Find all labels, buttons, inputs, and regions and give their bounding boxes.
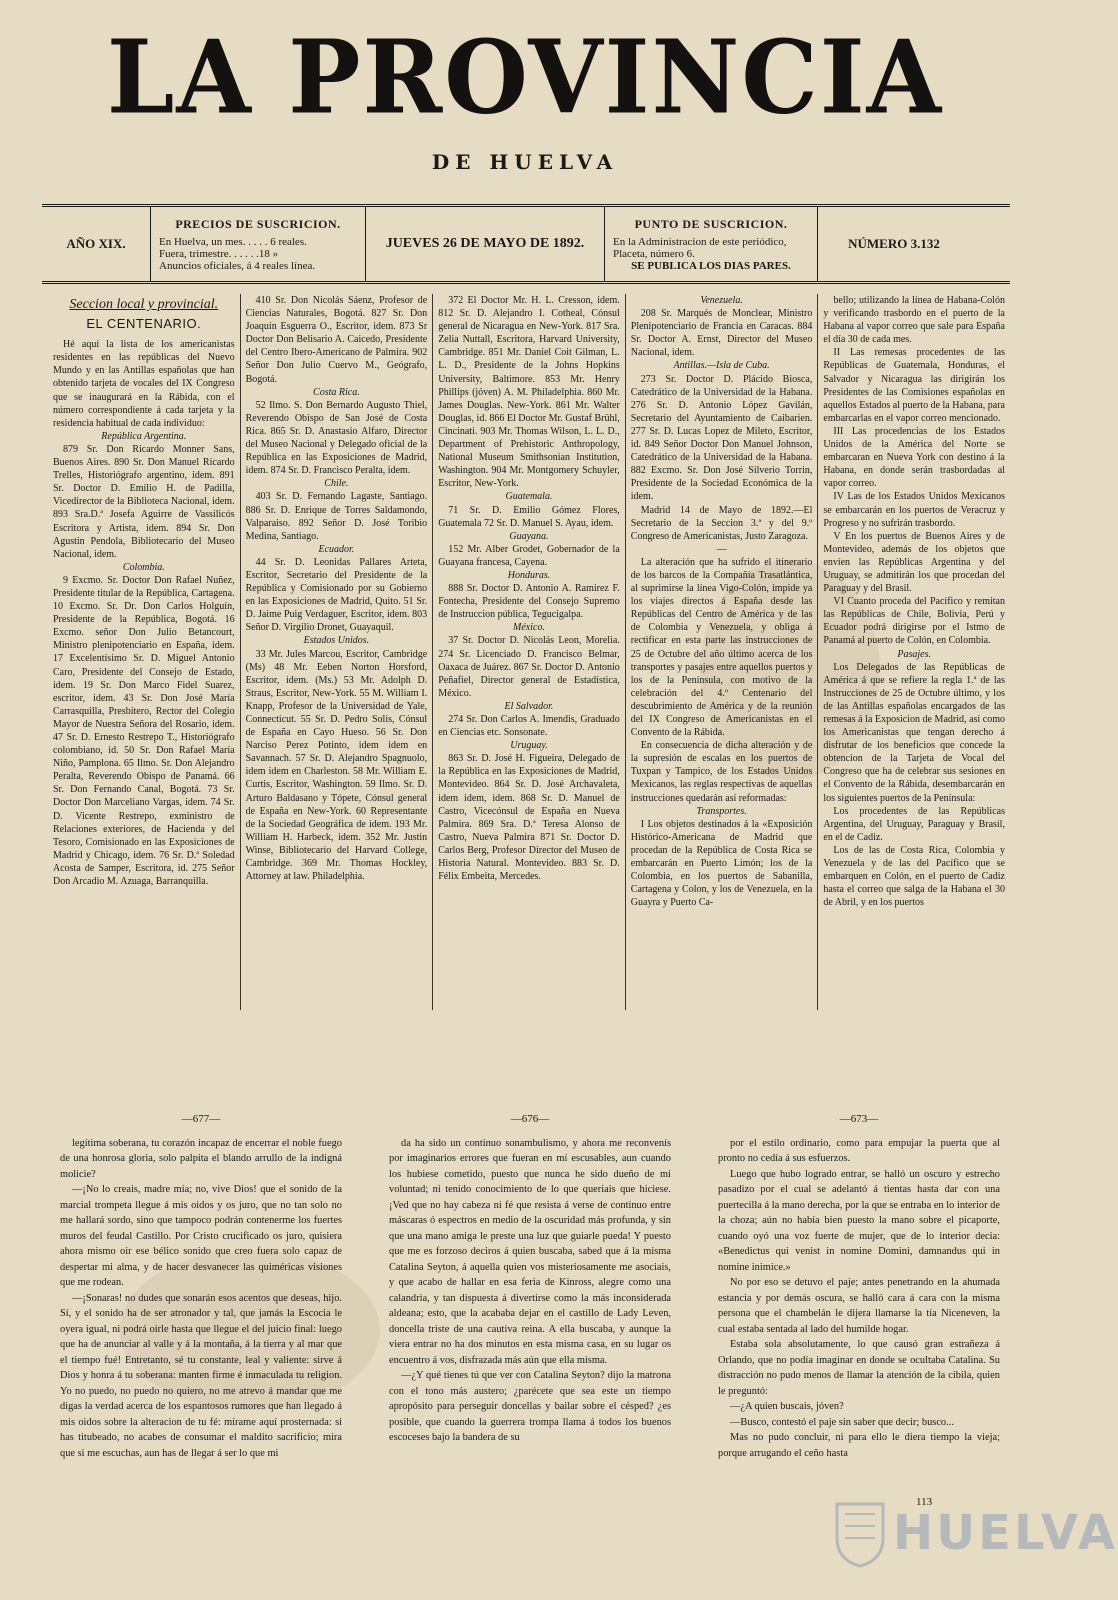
paragraph: 879 Sr. Don Ricardo Monner Sans, Buenos Aires. 890 Sr. Don Manuel Ricardo Trelles, Historiógrafo argentino, idem. 891 Sr. Doctor D. Emilio H. de Padilla, Vicedirector de la Biblioteca Nacional, idem. 893 Sra.D.ª Josefa Aguirre de Vassilicós Escritora y Artista, idem. 894 Sr. Don Agustin Pendola, Bibliotecario del Museo Nacional, idem. — [53, 443, 235, 560]
subheading: Venezuela. — [700, 295, 743, 306]
feuilleton-page-number: —673— — [839, 1113, 879, 1125]
watermark-text: HUELVA — [893, 1505, 1118, 1561]
column-1 — [48, 294, 241, 1010]
year-cell — [42, 207, 151, 281]
subheading: República Argentina. — [101, 430, 187, 442]
paragraph: 863 Sr. D. José H. Figueira, Delegado de la República en las Exposiciones de Madrid, Montevideo. 864 Sr. D. José Archavaleta, idem idem, idem. 868 Sr. D. Manuel de Castro, Vicecónsul de España en Nueva Palmira. 869 Sra. D.ª Teresa Alonso de Castro, Nueva Palmira 871 Sr. Doctor D. Carlos Berg, Profesor Director del Museo de Historia Natural. Montevideo. 883 Sr. D. Félix Embeita, Mercedes. — [438, 753, 620, 883]
subheading: Pasajes. — [897, 648, 931, 660]
separator: — — [716, 543, 727, 555]
info-bar — [42, 204, 1010, 284]
subheading: Ecuador. — [318, 543, 355, 555]
paragraph: 273 Sr. Doctor D. Plácido Biosca, Catedrático de la Universidad de la Habana. 276 Sr. D. Antonio López Gavilán, Secretario del Ayuntamiento de Caibarien. 277 Sr. D. Lucas Lopez de Mileto, Escritor, id. 849 Señor Doctor Don Manuel Johnson, Catedrático de la Universidad de la Habana. 882 Excmo. Sr. Don José Silverio Torrin, Presidente de la Sociedad Económica de la idem. — [630, 373, 813, 503]
subheading: Honduras. — [507, 569, 551, 581]
paragraph: No por eso se detuvo el paje; antes penetrando en la ahumada estancia y por demás oscura, se halló cara á cara con la misma persona que el chambelán le dijera llamarse la tía Niceneven, la cual estaba sentada al lado del humilde hogar. — [718, 1277, 1000, 1335]
news-columns — [48, 294, 1010, 1010]
feuilleton-page-number: —676— — [510, 1113, 550, 1125]
paragraph: 888 Sr. Doctor D. Antonio A. Ramirez F. Fontecha, Presidente del Consejo Supremo de Instruccion pública, Tegucigalpa. — [438, 583, 620, 621]
feuilleton-column — [718, 1112, 1000, 1532]
feuilleton-column — [60, 1112, 342, 1532]
paragraph: V En los puertos de Buenos Aires y de Montevideo, además de los objetos que envíen las Repúblicas Argentina y del Uruguay, se admitirán los que procedan del Paraguay y del Brasil. — [823, 530, 1005, 595]
section-title: Seccion local y provincial. — [69, 297, 219, 312]
paragraph: 37 Sr. Doctor D. Nicolás Leon, Morelia. 274 Sr. Licenciado D. Francisco Belmar, Oaxaca de Juárez. 867 Sr. Doctor D. Antonio Peñafiel, Director general de Estadística, México. — [438, 635, 620, 699]
paragraph: Los procedentes de las Repúblicas Argentina, del Uruguay, Paraguay y Brasil, en el de Cadiz. — [823, 805, 1005, 843]
article-title: EL CENTENARIO. — [86, 316, 202, 332]
paragraph: 403 Sr. D. Fernando Lagaste, Santiago. 886 Sr. D. Enrique de Torres Saldamondo, Valparaiso. 892 Señor D. José Toribio Medina, Santiago. — [245, 491, 428, 542]
subheading: Uruguay. — [510, 740, 548, 752]
paragraph: 274 Sr. Don Carlos A. Imendis, Graduado en Ciencias etc. Sonsonate. — [438, 714, 620, 739]
prices-heading: PRECIOS DE SUSCRICION. — [175, 216, 341, 231]
column-5 — [818, 294, 1010, 1010]
masthead — [0, 18, 1050, 174]
publication-days: SE PUBLICA LOS DIAS PARES. — [631, 259, 791, 272]
paragraph: 44 Sr. D. Leonidas Pallares Arteta, Escritor, Secretario del Presidente de la República y Comisionado por su Gobierno en las Exposiciones de Madrid, Quito. 51 Sr. D. Jaime Puig Verdaguer, Escritor, idem. 803 Señor D. Virgilio Dronet, Guayaquil. — [245, 556, 428, 634]
point-heading: PUNTO DE SUSCRICION. — [634, 216, 788, 231]
paragraph: 9 Excmo. Sr. Doctor Don Rafael Nuñez, Presidente titular de la República, Cartagena. 10 Excmo. Sr. Dr. Don Carlos Holguín, Presidente de la República, Bogotá. 16 Excmo. señor Don Julio Betancourt, Ministro plenipotenciario en España, idem. 17 Excelentísimo Sr. D. Miguel Antonio Caro, Presidente del Consejo de Estado, idem. 19 Sr. Don Marco Fidel Suarez, escritor, idem. 43 Sr. Don José María Carrasquilla, Presbítero, Rector del Colegio Mayor de Nuestra Señora del Rosario, idem. 47 Sr. D. Ernesto Restrepo T., Historiógrafo colombiano, id. 50 Sr. Don Rafael María Niño, Pamplona. 65 Ilmo. Sr. Don Alejandro Peralta, Reverendo Obispo de Panamá. 66 Sr. Don Fernando Canal, Bogotá. 73 Sr. Doctor Don Marceliano Vargas, idem. 74 Sr. D. Vicente Restrepo, exministro de Relaciones exteriores, de Hacienda y del Tesoro, Comisionado en las Exposiciones de Madrid y Chicago, idem. 76 Sr. D.ª Soledad Acosta de Samper, Escritora, id. 275 Señor Don Arcadio M. Azuaga, Barranquilla. — [53, 574, 235, 888]
subheading: Guayana. — [509, 530, 549, 542]
paragraph: —Busco, contestó el paje sin saber que decir; busco... — [730, 1416, 954, 1428]
year-label: AÑO XIX. — [66, 236, 126, 251]
subheading: Guatemala. — [505, 491, 553, 503]
paragraph: Hé aquí la lista de los americanistas residentes en las repúblicas del Nuevo Mundo y en las Antillas españolas que han obtenido tarjeta de vocales del IX Congreso que se inaugurará en la Rábida, con el número correspondiente á cada tarjeta y la residencia habitual de cada individuo: — [53, 339, 235, 429]
newspaper-title: LA PROVINCIA — [106, 18, 944, 137]
paragraph: 410 Sr. Don Nicolás Sáenz, Profesor de Ciencias Naturales, Bogotá. 827 Sr. Don Joaquín Esguerra O., Escritor, idem. 873 Sr Doctor Don Belisario A. Caicedo, Presidente del Centro Ibero-Americano de Palmira. 902 Señor Don Julio Cuervo M., Geógrafo, Bogotá. — [245, 295, 428, 385]
subheading: Colombia. — [122, 561, 165, 573]
column-2 — [241, 294, 434, 1010]
paragraph: 71 Sr. D. Emilio Gómez Flores, Guatemala 72 Sr. D. Manuel S. Ayau, idem. — [438, 504, 620, 529]
paragraph: La alteración que ha sufrido el itinerario de los barcos de la Compañía Trasatlántica, al suprimirse la línea Vigo-Colón, impide ya los viajes directos á España desde las Repúblicas del Centro de América y de las de Colombia y Venezuela, y obliga á rectificar en esta parte las instrucciones de 25 de Octubre del año último acerca de los transportes y pasajes entre aquellos puertos y los de la Península, con motivo de la celebración del 4.º Centenario del descubrimiento de América y de la reunión del IX Congreso de Americanistas en el Convento de la Rábida. — [630, 556, 813, 739]
subscription-prices — [151, 207, 366, 281]
paragraph: —¿A quien buscais, jóven? — [730, 1401, 844, 1412]
date-cell — [366, 207, 605, 281]
feuilleton — [60, 1112, 1000, 1532]
subheading: Costa Rica. — [313, 386, 360, 398]
paragraph: Estaba sola absolutamente, lo que causó gran estrañeza á Orlando, que no podía imaginar en donde se ocultaba Catalina. Su distracción no pudo menos de llamar la atención de la cibila, quien le preguntó: — [718, 1339, 1000, 1397]
feuilleton-column — [389, 1112, 671, 1532]
paragraph: II Las remesas procedentes de las Repúblicas de Guatemala, Honduras, el Salvador y Nicaragua las dirigirán los Presidentes de las Comisiones españolas en aquellos Estados al puerto de la Habana, para embarcarlas en el vapor correo mencionado. — [823, 347, 1005, 424]
paragraph: legítima soberana, tu corazón incapaz de encerrar el noble fuego de una honrosa gloria, solo palpita el blando arrullo de la indigná molicie? — [60, 1137, 342, 1180]
column-3 — [433, 294, 626, 1010]
paragraph: En consecuencia de dicha alteración y de la supresión de escalas en los puertos de Tuxpan y Tampico, de los Estados Unidos Mexicanos, las reglas respectivas de aquellas instrucciones quedarán así reformadas: — [630, 740, 813, 804]
paragraph: 52 Ilmo. S. Don Bernardo Augusto Thiel, Reverendo Obispo de San José de Costa Rica. 865 Sr. D. Anastasio Alfaro, Director del Museo Nacional y Delegado oficial de la República en las Exposiciones de Madrid, idem. 874 Sr. D. Francisco Peralta, idem. — [245, 399, 428, 477]
paragraph: 33 Mr. Jules Marcou, Escritor, Cambridge (Ms) 48 Mr. Eeben Norton Horsford, Escritor, idem. (Ms.) 53 Mr. Adolph D. Straus, Escritor, New-York. 55 M. William I. Knapp, Profesor de la Universidad de Yale, Connecticut. 55 Sr. D. Pedro Solis, Cónsul de España en Cayo Hueso. 56 Sr. Don Narciso Perez Potinto, idem idem en Savannach. 57 Sr. D. Alejandro Spagnuolo, idem idem en Charleston. 58 Mr. William E. Curtis, Escritor, Washington. 59 Ilmo. Sr. D. Arturo Baldasano y Tópete, Cónsul general de España en New-York. 60 Representante de la Sociedad Geográfica de idem. 193 Mr. William H. Harbeck, idem. 352 Mr. Justin Winse, Bibliotecario del Harvard College, Cambridge. 369 Mr. Thomas Hockley, Attorney at law. Philadelphia. — [245, 648, 428, 883]
page-number: 113 — [916, 1496, 933, 1508]
paragraph: bello; utilizando la línea de Habana-Colón y verificando trasbordo en el puerto de la Habana al vapor correo que sale para España el día 30 de cada mes. — [823, 295, 1005, 346]
paragraph: da ha sido un continuo sonambulismo, y ahora me reconvenís por imaginarios errores que fueran en mí escusables, aun cuando los hubiese cometido, puesto que nunca he sido dueño de mi voluntad; ni tenido conocimiento de lo que queriais que hiciese. ¡Ved que no hay cabeza ni fé que resista á verse de continuo entre máscaras ó espectros en medio de la oscuridad más profunda, y sin que una mano amiga le preste una luz que guiarle pueda! Y puesto que me es forzoso deciros á quien buscaba, sabed que á la misma Catalina Seyton, á aquella quien vos misteriosamente me asociais, y que acabo de hallar en esa feria de Kinross, alegre como una calandria, y tan dispuesta á divertirse como la más inconsiderada aldeana; esto, que la acababa dejar en el castillo de Lady Leven, doncella triste de una cautiva reina. A ella buscaba, y aunque la viera entrar no ha dos minutos en esta misma casa, en su lugar os encuentro á vos, disfrazada más aún que ella misma. — [389, 1137, 671, 1366]
paragraph: 208 Sr. Marqués de Monclear, Ministro Plenipotenciario de Francia en Caracas. 884 Sr. Doctor A. Ernst, Director del Museo Nacional, idem. — [630, 308, 813, 359]
paragraph: I Los objetos destinados á la «Exposición Histórico-Americana de Madrid que procedan de la República de Costa Rica se embarcarán en Puerto Limón; los de la Colombia, en los puertos de Sabanilla, Cartagena y Colon, y los de Venezuela, en la Guayra y Puerto Ca- — [630, 818, 813, 909]
point-line: En la Administracion de este periódico, — [613, 235, 787, 248]
subheading: Antillas.—Isla de Cuba. — [673, 360, 770, 372]
paragraph: VI Cuanto proceda del Pacífico y remitan las Repúblicas de Chile, Bolivia, Perú y Ecuador podrá dirigirse por el Istmo de Panamá al puerto de Colón, en Colombia. — [823, 596, 1005, 647]
column-4 — [626, 294, 819, 1010]
paragraph: —¡No lo creais, madre mía; no, vive Dios! que el sonido de la marcial trompeta llegue á mis oidos y os juro, que no tan solo no me hallará sordo, sino que tampoco podrán contenerme los fuertes muros del feudal Castillo. Por Cristo crucificado os juro, quisiera ahora mismo oir ese bélico sonido que creo fuera solo capaz de despertar mi alma, y de hacer desvanecer las quiméricas visiones que me rodean. — [60, 1184, 342, 1288]
paragraph: por el estilo ordinario, como para empujar la puerta que al pronto no cedía á sus esfuerzos. — [718, 1137, 1000, 1164]
paragraph: —¿Y qué tienes tú que ver con Catalina Seyton? dijo la matrona con el tono más austero; ¿parécete que sea este un tiempo apropósito para perseguir doncellas y bailar sobre el césped? ¿es posible, que cuando la guerrera trompa llama á todos los buenos escoceses bajo la bandera de su — [389, 1370, 671, 1443]
subheading: El Salvador. — [504, 700, 554, 712]
crest-icon — [833, 1498, 887, 1568]
archive-watermark — [833, 1498, 1118, 1568]
paragraph: Mas no pudo concluir, ni para ello le diera tiempo la vieja; porque arrugando el ceño hasta — [718, 1432, 1000, 1459]
issue-date: JUEVES 26 DE MAYO DE 1892. — [385, 236, 585, 251]
paragraph: III Las procedencias de los Estados Unidos de la América del Norte se embarcaran en Nueva York con destino á la Habana, en donde serán trasbordadas al vapor correo. — [823, 425, 1005, 490]
subheading: Transportes. — [696, 805, 747, 817]
subscription-point — [605, 207, 818, 281]
feuilleton-page-number: —677— — [181, 1113, 221, 1125]
price-line: Fuera, trimestre. . . . . .18 » — [159, 247, 279, 260]
price-line: Anuncios oficiales, á 4 reales línea. — [159, 259, 316, 272]
paragraph: Madrid 14 de Mayo de 1892.—El Secretario de la Seccion 3.ª y del 9.º Congreso de Americanistas, Justo Zaragoza. — [630, 504, 813, 542]
point-line: Placeta, número 6. — [613, 247, 695, 260]
paragraph: Los Delegados de las Repúblicas de América á que se refiere la regla 1.ª de las Instrucciones de 25 de Octubre último, y los de las Antillas españolas encargados de las remesas á la Exposicion de Madrid, así como los Americanistas que tengan derecho á disfrutar de los beneficios que concede la obtencion de la Tarjeta de Vocal del Congreso que ha de celebrar sus sesiones en el Convento de la Rábida, desembarcarán en los siguientes puertos de la Península: — [823, 661, 1005, 804]
issue-number: NÚMERO 3.132 — [848, 236, 940, 251]
paragraph: 152 Mr. Alber Grodet, Gobernador de la Guayana francesa, Cayena. — [438, 543, 620, 568]
paragraph: 372 El Doctor Mr. H. L. Cresson, idem. 812 Sr. D. Alejandro I. Cotheal, Cónsul general de Nicaragua en New-York. 817 Sra. Zelia Nuttall, Escritora, Harvard University, Cambridge. 851 Mr. Daniel Coit Gilman, L. L. D., Presidente de la Johns Hopkins University, Baltimore. 853 Mr. Henry Phillips (jóven) A. M. Philadelphia. 860 Mr. James Douglas. New-York. 861 Mr. Walter Douglas, id. 866 El Doctor Mr. Gustaf Brühl, Cincinati. 903 Mr. Thomas Wilson, L. L. D., Department of Prehistoric Anthropology, National Museum Smithsonian Institution, Washington. 904 Mr. Montgomery Schuyler, Escritor, New-York. — [438, 295, 620, 490]
paragraph: Luego que hubo logrado entrar, se halló un oscuro y estrecho pasadizo por el cual se adelantó á tientas hasta dar con una puertecilla á la mano derecha, por la que se entraba en lo interior de la choza; aún no había bien puesto la mano sobre el picaporte, cuando oyó una voz fuerte de mujer, que de lo interior decia: «Benedictus qui venist in nomine Domini, damnandus qui in nomine inimice.» — [718, 1168, 1000, 1273]
paragraph: IV Las de los Estados Unidos Mexicanos se embarcarán en los puertos de Veracruz y Progreso y no sufrirán trasbordo. — [823, 491, 1005, 529]
subheading: Estados Unidos. — [303, 635, 370, 647]
price-line: En Huelva, un mes. . . . . 6 reales. — [159, 235, 307, 248]
subheading: Chile. — [324, 478, 349, 490]
paragraph: Los de las de Costa Rica, Colombia y Venezuela y de las del Pacífico que se embarquen en Colón, en el puerto de Cadiz hasta el correo que salga de la Habana el 30 de Abril, y en los puertos — [823, 844, 1005, 909]
subheading: México. — [513, 622, 545, 634]
newspaper-subtitle: DE HUELVA — [431, 150, 619, 174]
issue-number-cell — [818, 207, 970, 281]
paragraph: —¡Sonaras! no dudes que sonarán esos acentos que deseas, hijo. Sí, y el sonido ha de ser atronador y tal, que jamás la Escocia le oyera igual, ni podrá oirle hasta que llegue el del juicio final: luego que ha de anunciar al valle y á la montaña, á la tierra y al mar que el tiempo fué! Entretanto, sé tu constante, leal y valiente: sirve á Dios y honra á tu soberana: manten firme é inmaculada tu religion. Yo no puedo, no puedo no quiero, no me atrevo á mandar que me digas la verdad acerca de los espantosos rumores que han llegado á mis oidos sobre la alteracion de tu fé: mírame aquí prosternada: si has titubeado, no acabes de consumar el maldito sacrificio; mira que si me escuchas, aun has de llegar á ser lo que mi — [60, 1292, 342, 1459]
